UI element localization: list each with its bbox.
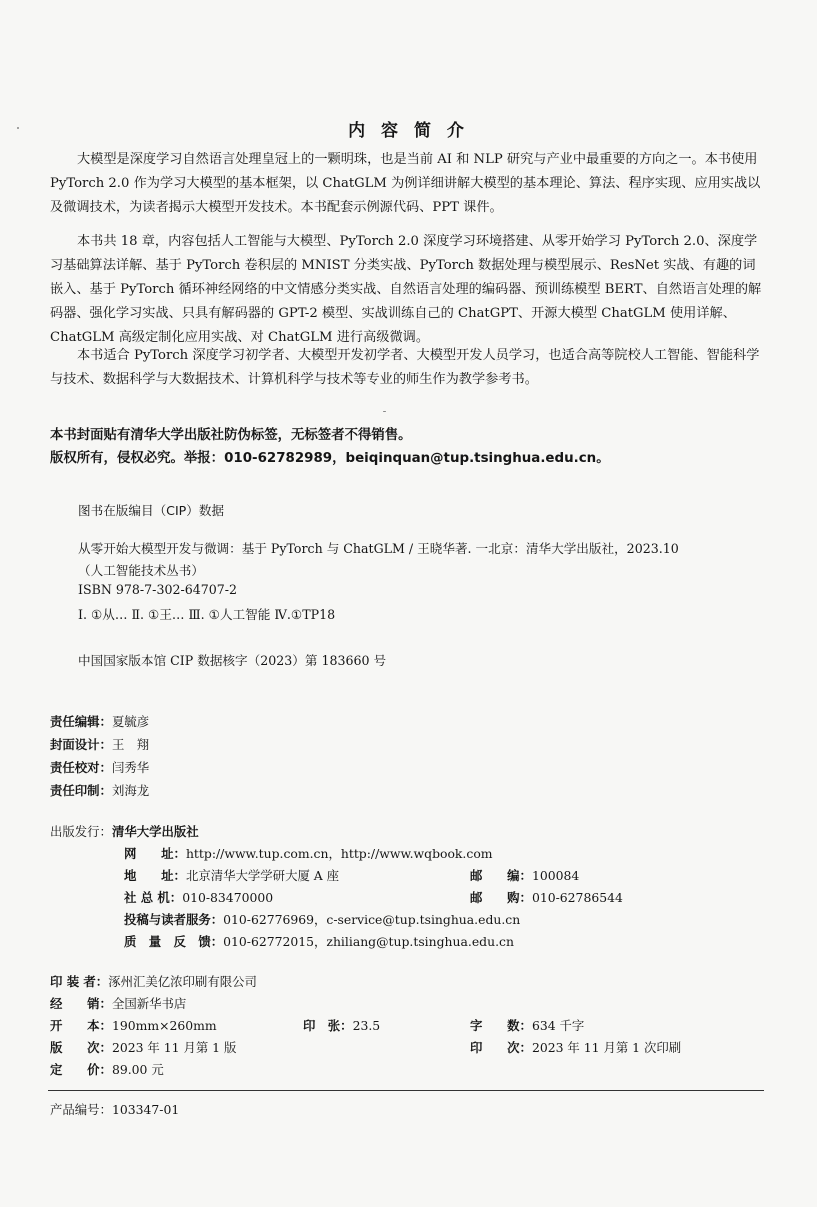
cip-classification: Ⅰ. ①从… Ⅱ. ①王… Ⅲ. ①人工智能 Ⅳ.①TP18: [78, 607, 336, 622]
publisher-mail-order: 邮 购：010-62786544: [470, 890, 623, 905]
intro-paragraph-1: 大模型是深度学习自然语言处理皇冠上的一颗明珠，也是当前 AI 和 NLP 研究与产业中最重要的方向之一。本书使用 PyTorch 2.0 作为学习大模型的基本框架，以 ChatGLM 为例详细讲解大模型的基本理论、算法、程序实现、应用实战以及微调技术，为读者揭示大模型开发技术。本书配套示例源代码、PPT 课件。: [50, 152, 761, 215]
printer-row: 印 装 者：涿州汇美亿浓印刷有限公司: [50, 974, 257, 989]
product-code-row: 产品编号：103347-01: [50, 1102, 180, 1117]
staff-row: 封面设计：王 翔: [50, 737, 150, 752]
publisher-row: 出版发行：清华大学出版社: [50, 824, 199, 839]
intro-paragraph-2: 本书共 18 章，内容包括人工智能与大模型、PyTorch 2.0 深度学习环境搭建、从零开始学习 PyTorch 2.0、深度学习基础算法详解、基于 PyTorch 卷积层的 MNIST 分类实战、PyTorch 数据处理与模型展示、ResNet 实战、有趣的词嵌入、基于 PyTorch 循环神经网络的中文情感分类实战、自然语言处理的编码器、预训练模型 BERT、自然语言处理的解码器、强化学习实战、只具有解码器的 GPT-2 模型、实战训练自己的 ChatGPT、开源大模型 ChatGLM 使用详解、ChatGLM 高级定制化应用实战、对 ChatGLM 进行高级微调。: [50, 234, 762, 345]
publisher-web: 网 址：http://www.tup.com.cn，http://www.wqbook.com: [124, 846, 493, 861]
word-count-row: 字 数：634 千字: [470, 1018, 585, 1033]
format-row: 开 本：190mm×260mm: [50, 1018, 217, 1033]
publisher-service: 投稿与读者服务：010-62776969，c-service@tup.tsinghua.edu.cn: [124, 912, 521, 927]
publisher-zip: 邮 编：100084: [470, 868, 580, 883]
divider-line: [48, 1090, 764, 1091]
cip-line: （人工智能技术丛书）: [78, 563, 204, 578]
cip-line: 从零开始大模型开发与微调：基于 PyTorch 与 ChatGLM / 王晓华著. 一北京：清华大学出版社，2023.10: [78, 541, 679, 556]
speck-mark: [383, 411, 386, 412]
cip-heading: 图书在版编目（CIP）数据: [78, 503, 225, 518]
anti-counterfeit-notice: 本书封面贴有清华大学出版社防伪标签，无标签者不得销售。: [50, 428, 412, 443]
copyright-notice: 版权所有，侵权必究。举报：010-62782989，beiqinquan@tup.tsinghua.edu.cn。: [50, 451, 610, 466]
cip-isbn: ISBN 978-7-302-64707-2: [78, 582, 238, 597]
publisher-switchboard: 社 总 机：010-83470000: [124, 890, 274, 905]
sheets-row: 印 张：23.5: [303, 1018, 381, 1033]
cip-record-number: 中国国家版本馆 CIP 数据核字（2023）第 183660 号: [78, 653, 387, 668]
distributor-row: 经 销：全国新华书店: [50, 996, 187, 1011]
edition-row: 版 次：2023 年 11 月第 1 版: [50, 1040, 237, 1055]
publisher-quality: 质 量 反 馈：010-62772015，zhiliang@tup.tsinghua.edu.cn: [124, 934, 514, 949]
staff-row: 责任编辑：夏毓彦: [50, 714, 150, 729]
staff-row: 责任印制：刘海龙: [50, 783, 150, 798]
price-row: 定 价：89.00 元: [50, 1062, 164, 1077]
page-title: 内 容 简 介: [348, 121, 469, 141]
impression-row: 印 次：2023 年 11 月第 1 次印刷: [470, 1040, 682, 1055]
staff-row: 责任校对：闫秀华: [50, 760, 150, 775]
intro-paragraph-3: 本书适合 PyTorch 深度学习初学者、大模型开发初学者、大模型开发人员学习，也适合高等院校人工智能、智能科学与技术、数据科学与大数据技术、计算机科学与技术等专业的师生作为教学参考书。: [50, 348, 760, 387]
publisher-address: 地 址：北京清华大学学研大厦 A 座: [124, 868, 340, 883]
